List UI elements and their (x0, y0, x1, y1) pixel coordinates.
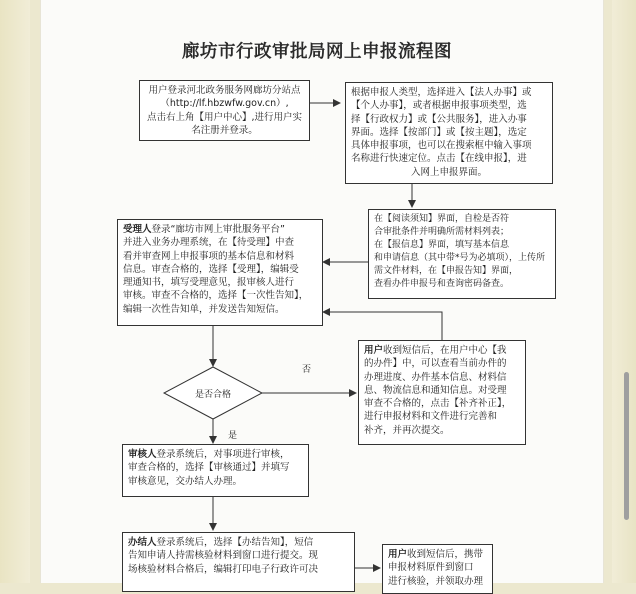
step4-line: 并进入业务办理系统，在【待受理】中查 (123, 237, 295, 249)
step5-line: 的办件】中，可以查看当前办件的 (364, 358, 507, 370)
step5-line: 审查不合格的，点击【补齐补正】， (364, 398, 512, 410)
decision-label: 是否合格 (194, 390, 231, 400)
step2-line: 择【行政权力】或【公共服务】，进入办事 (351, 113, 527, 125)
step-user-resubmit (358, 340, 526, 445)
step5-line: 息、物流信息和通知信息。对受理 (364, 384, 507, 396)
step1-line: 名注册并登录。 (191, 124, 258, 136)
step4-line: 编辑一次性告知单，并发送告知短信。 (123, 303, 285, 315)
arrow-step5-step4 (323, 312, 442, 340)
step1-line: 点击右上角【用户中心】,进行用户实 (146, 111, 303, 123)
step2-line: 根据申报人类型，选择进入【法人办事】或 (351, 87, 532, 98)
step8-line: 进行核验，并领取办理 (388, 575, 484, 587)
step-acceptance-review (117, 219, 323, 326)
step3-line: 查看办件申报号和查询密码备查。 (374, 279, 510, 289)
decision-yes-label: 是 (228, 431, 238, 441)
step5-role: 用户 (364, 345, 384, 356)
page-title: 廊坊市行政审批局网上申报流程图 (182, 42, 452, 62)
step5-line: 办理进度、办件基本信息、材料信 (364, 371, 507, 383)
step4-line: 登录“廊坊市网上审批服务平台” (151, 224, 285, 235)
step4-line: 理通知书，填写受理意见，报审核人进行 (123, 277, 295, 289)
step1-line: （http://lf.hbzwfw.gov.cn）, (160, 98, 289, 110)
step-fill-application (368, 209, 556, 299)
step3-line: 在【报信息】界面，填写基本信息 (374, 240, 510, 250)
step-approval-review (122, 444, 309, 497)
step2-line: 界面。选择【按部门】或【按主题】，选定 (351, 126, 527, 138)
step4-line: 信息。审查合格的，选择【受理】，编辑受 (123, 263, 299, 275)
step2-line: 名称进行快速定位。点击【在线申报】，进 (351, 153, 527, 165)
step3-line: 和申请信息（其中带*号为必填项），上传所 (374, 253, 546, 263)
step5-line: 收到短信后，在用户中心【我 (383, 345, 507, 356)
step8-line: 收到短信后，携带 (407, 549, 484, 560)
step7-line: 登录系统后，选择【办结告知】，短信 (156, 537, 314, 548)
step-register-login (139, 80, 310, 141)
step7-role: 办结人 (128, 537, 157, 548)
step-user-pickup (382, 544, 493, 594)
step1-line: 用户登录河北政务服务网廊坊分站点 (148, 85, 301, 96)
step8-role: 用户 (388, 549, 408, 560)
decision-no-label: 否 (302, 365, 312, 375)
step2-line: 【个人办事】，或者根据申报事项类型，选 (351, 100, 527, 112)
step-completion (122, 532, 355, 592)
step5-line: 补齐，并再次提交。 (364, 424, 450, 436)
step6-role: 审核人 (128, 449, 157, 460)
step-select-service (345, 82, 553, 184)
step3-line: 在【阅读须知】界面，自检是否符 (374, 214, 510, 224)
step6-line: 登录系统后，对事项进行审核， (156, 449, 290, 460)
step2-line: 具体申报事项，也可以在搜索框中输入事项 (351, 140, 532, 152)
step6-line: 审查合格的，选择【审核通过】并填写 (128, 462, 290, 474)
step8-line: 申报材料原件到窗口 (388, 562, 474, 574)
step4-line: 审核。审查不合格的，选择【一次性告知】， (123, 290, 309, 302)
step4-line: 看并审查网上申报事项的基本信息和材料 (123, 250, 295, 262)
step5-line: 进行申报材料和文件进行完善和 (364, 411, 498, 423)
step4-role: 受理人 (123, 224, 152, 235)
step6-line: 审核意见，交办结人办理。 (128, 475, 243, 487)
step3-line: 合审批条件并明确所需材料列表； (374, 227, 510, 237)
step7-line: 场核验材料合格后，编辑打印电子行政许可决 (128, 563, 319, 575)
step7-line: 告知申请人持需核验材料到窗口进行提交。现 (128, 550, 319, 562)
step3-line: 需文件材料，在【申报告知】界面， (374, 266, 519, 276)
step2-line: 入网上申报界面。 (410, 166, 487, 178)
